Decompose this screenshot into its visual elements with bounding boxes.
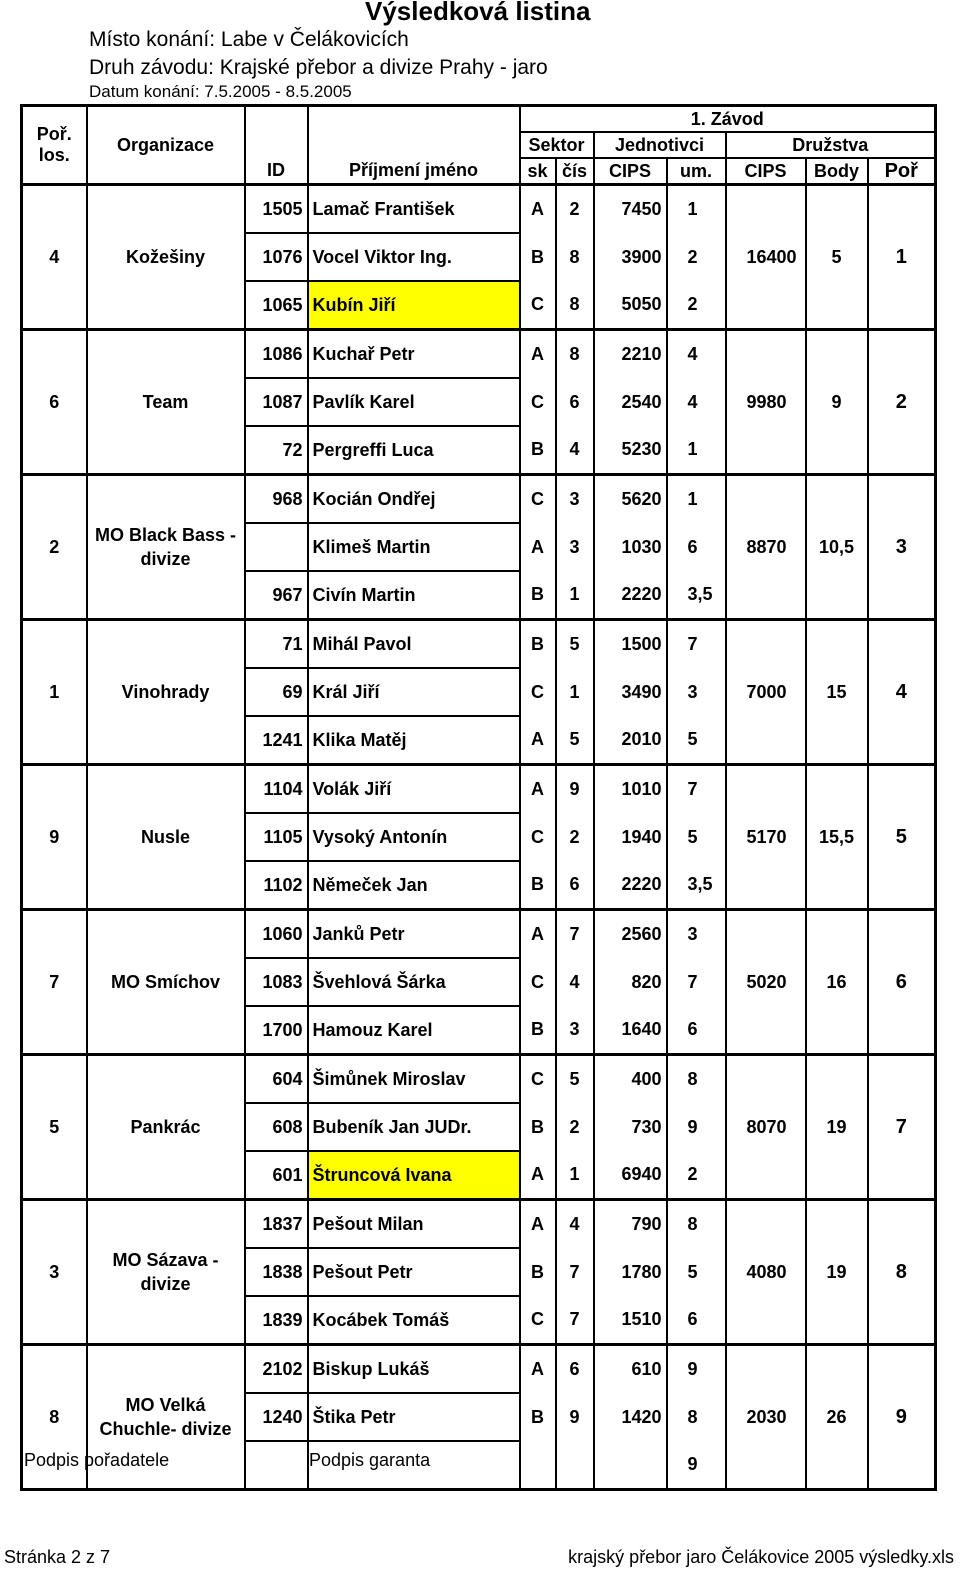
member-cis: 2 bbox=[556, 813, 594, 861]
member-um: 8 bbox=[667, 1393, 726, 1441]
member-um: 3 bbox=[667, 910, 726, 959]
member-name: Janků Petr bbox=[308, 910, 520, 959]
member-um: 7 bbox=[667, 958, 726, 1006]
header-por-los: Poř. los. bbox=[22, 106, 87, 185]
member-id: 1839 bbox=[245, 1296, 308, 1345]
member-sk: A bbox=[520, 330, 556, 379]
member-id: 1241 bbox=[245, 716, 308, 765]
member-name: Švehlová Šárka bbox=[308, 958, 520, 1006]
member-cips: 3490 bbox=[594, 668, 667, 716]
member-sk: B bbox=[520, 1006, 556, 1055]
header-id: ID bbox=[245, 158, 308, 185]
member-cips: 2010 bbox=[594, 716, 667, 765]
team-body: 15,5 bbox=[806, 765, 868, 910]
member-sk: C bbox=[520, 668, 556, 716]
member-um: 3,5 bbox=[667, 571, 726, 620]
member-name: Kocián Ondřej bbox=[308, 475, 520, 524]
member-sk: B bbox=[520, 620, 556, 669]
member-cips: 1500 bbox=[594, 620, 667, 669]
team-organizace: Pankrác bbox=[87, 1055, 245, 1200]
team-por: 4 bbox=[868, 620, 936, 765]
team-por: 1 bbox=[868, 185, 936, 330]
team-body: 19 bbox=[806, 1055, 868, 1200]
team-organizace: MO Smíchov bbox=[87, 910, 245, 1055]
member-cips: 5230 bbox=[594, 426, 667, 475]
member-sk: C bbox=[520, 281, 556, 330]
member-name: Lamač František bbox=[308, 185, 520, 234]
header-sektor: Sektor bbox=[520, 132, 594, 158]
member-um: 9 bbox=[667, 1441, 726, 1490]
member-id: 72 bbox=[245, 426, 308, 475]
team-por: 2 bbox=[868, 330, 936, 475]
member-sk: B bbox=[520, 1103, 556, 1151]
member-cips: 1940 bbox=[594, 813, 667, 861]
team-cips: 5020 bbox=[726, 910, 806, 1055]
member-name: Hamouz Karel bbox=[308, 1006, 520, 1055]
organizer-signature: Podpis pořadatele bbox=[24, 1450, 170, 1470]
member-cips: 2220 bbox=[594, 861, 667, 910]
team-los: 9 bbox=[22, 765, 87, 910]
member-cips: 5050 bbox=[594, 281, 667, 330]
team-por: 3 bbox=[868, 475, 936, 620]
header-id-top bbox=[245, 106, 308, 159]
member-name: Klika Matěj bbox=[308, 716, 520, 765]
table-row bbox=[22, 185, 936, 234]
team-cips: 9980 bbox=[726, 330, 806, 475]
member-cips: 1420 bbox=[594, 1393, 667, 1441]
table-row bbox=[22, 1055, 936, 1104]
member-cis: 3 bbox=[556, 475, 594, 524]
team-body: 15 bbox=[806, 620, 868, 765]
member-um: 4 bbox=[667, 330, 726, 379]
member-cips: 6940 bbox=[594, 1151, 667, 1200]
member-name: Němeček Jan bbox=[308, 861, 520, 910]
team-por: 7 bbox=[868, 1055, 936, 1200]
member-cis: 6 bbox=[556, 1345, 594, 1394]
header-jednotlivci: Jednotivci bbox=[594, 132, 726, 158]
member-cis: 1 bbox=[556, 1151, 594, 1200]
member-name: Kocábek Tomáš bbox=[308, 1296, 520, 1345]
member-um: 2 bbox=[667, 233, 726, 281]
member-um: 6 bbox=[667, 523, 726, 571]
member-id: 1104 bbox=[245, 765, 308, 814]
team-los: 8 bbox=[22, 1345, 87, 1490]
member-id: 1240 bbox=[245, 1393, 308, 1441]
member-um: 7 bbox=[667, 765, 726, 814]
member-um: 3,5 bbox=[667, 861, 726, 910]
member-cips: 7450 bbox=[594, 185, 667, 234]
file-name: krajský přebor jaro Čelákovice 2005 výsledky.xls bbox=[568, 1547, 954, 1567]
member-cis: 8 bbox=[556, 330, 594, 379]
member-cips: 790 bbox=[594, 1200, 667, 1249]
member-cips: 730 bbox=[594, 1103, 667, 1151]
member-id: 1087 bbox=[245, 378, 308, 426]
member-cis: 6 bbox=[556, 861, 594, 910]
header-por: Poř bbox=[868, 158, 936, 185]
member-um: 4 bbox=[667, 378, 726, 426]
member-sk: C bbox=[520, 378, 556, 426]
team-organizace: Team bbox=[87, 330, 245, 475]
member-um: 1 bbox=[667, 475, 726, 524]
member-name: Pavlík Karel bbox=[308, 378, 520, 426]
member-cis bbox=[556, 1441, 594, 1490]
member-cips: 1510 bbox=[594, 1296, 667, 1345]
member-um: 7 bbox=[667, 620, 726, 669]
team-los: 7 bbox=[22, 910, 87, 1055]
member-cis: 9 bbox=[556, 1393, 594, 1441]
team-cips: 4080 bbox=[726, 1200, 806, 1345]
member-sk: A bbox=[520, 185, 556, 234]
member-sk: C bbox=[520, 1296, 556, 1345]
member-name: Civín Martin bbox=[308, 571, 520, 620]
team-organizace: Vinohrady bbox=[87, 620, 245, 765]
member-sk: C bbox=[520, 475, 556, 524]
table-row bbox=[22, 330, 936, 379]
member-cips: 610 bbox=[594, 1345, 667, 1394]
member-id: 604 bbox=[245, 1055, 308, 1104]
header-team-cips: CIPS bbox=[726, 158, 806, 185]
member-sk: C bbox=[520, 958, 556, 1006]
member-sk: B bbox=[520, 1393, 556, 1441]
member-um: 2 bbox=[667, 1151, 726, 1200]
member-id: 1083 bbox=[245, 958, 308, 1006]
member-um: 6 bbox=[667, 1006, 726, 1055]
member-id: 601 bbox=[245, 1151, 308, 1200]
header-name-top bbox=[308, 106, 520, 159]
member-cis: 5 bbox=[556, 716, 594, 765]
member-id: 1076 bbox=[245, 233, 308, 281]
member-cis: 2 bbox=[556, 1103, 594, 1151]
member-id bbox=[245, 1441, 308, 1490]
member-sk: A bbox=[520, 765, 556, 814]
page-number: Stránka 2 z 7 bbox=[4, 1547, 111, 1567]
member-sk: B bbox=[520, 1248, 556, 1296]
member-sk: B bbox=[520, 426, 556, 475]
table-row bbox=[22, 1200, 936, 1249]
team-body: 5 bbox=[806, 185, 868, 330]
guarantor-signature: Podpis garanta bbox=[309, 1450, 431, 1470]
team-cips: 2030 bbox=[726, 1345, 806, 1490]
member-id bbox=[245, 523, 308, 571]
page-title: Výsledková listina bbox=[365, 0, 591, 26]
member-sk: B bbox=[520, 233, 556, 281]
header-sk: sk bbox=[520, 158, 556, 185]
member-cis: 7 bbox=[556, 1296, 594, 1345]
member-cis: 4 bbox=[556, 426, 594, 475]
member-cis: 3 bbox=[556, 1006, 594, 1055]
member-sk: A bbox=[520, 1151, 556, 1200]
member-cips: 820 bbox=[594, 958, 667, 1006]
table-row bbox=[22, 765, 936, 814]
team-los: 3 bbox=[22, 1200, 87, 1345]
member-cips: 2560 bbox=[594, 910, 667, 959]
member-um: 1 bbox=[667, 426, 726, 475]
team-los: 6 bbox=[22, 330, 87, 475]
member-name: Klimeš Martin bbox=[308, 523, 520, 571]
member-name: Bubeník Jan JUDr. bbox=[308, 1103, 520, 1151]
member-cips: 1010 bbox=[594, 765, 667, 814]
member-cips: 1780 bbox=[594, 1248, 667, 1296]
header-um: um. bbox=[667, 158, 726, 185]
member-name: Biskup Lukáš bbox=[308, 1345, 520, 1394]
member-cis: 9 bbox=[556, 765, 594, 814]
member-cips: 400 bbox=[594, 1055, 667, 1104]
member-name: Král Jiří bbox=[308, 668, 520, 716]
member-id: 1086 bbox=[245, 330, 308, 379]
member-id: 968 bbox=[245, 475, 308, 524]
member-name: Štruncová Ivana bbox=[308, 1151, 520, 1200]
member-cis: 4 bbox=[556, 1200, 594, 1249]
team-body: 9 bbox=[806, 330, 868, 475]
member-cis: 8 bbox=[556, 281, 594, 330]
member-cips: 2220 bbox=[594, 571, 667, 620]
member-um: 8 bbox=[667, 1055, 726, 1104]
team-los: 1 bbox=[22, 620, 87, 765]
team-por: 6 bbox=[868, 910, 936, 1055]
member-cis: 8 bbox=[556, 233, 594, 281]
member-name: Vysoký Antonín bbox=[308, 813, 520, 861]
member-um: 9 bbox=[667, 1103, 726, 1151]
member-sk: B bbox=[520, 571, 556, 620]
venue-line: Místo konání: Labe v Čelákovicích bbox=[89, 28, 409, 51]
member-um: 6 bbox=[667, 1296, 726, 1345]
member-name: Pešout Petr bbox=[308, 1248, 520, 1296]
team-cips: 8070 bbox=[726, 1055, 806, 1200]
member-sk: C bbox=[520, 813, 556, 861]
member-sk bbox=[520, 1441, 556, 1490]
member-id: 1102 bbox=[245, 861, 308, 910]
team-organizace: Kožešiny bbox=[87, 185, 245, 330]
table-row bbox=[22, 1345, 936, 1394]
member-name: Štika Petr bbox=[308, 1393, 520, 1441]
member-cips: 1640 bbox=[594, 1006, 667, 1055]
member-name: Kubín Jiří bbox=[308, 281, 520, 330]
member-sk: A bbox=[520, 1345, 556, 1394]
member-cips: 3900 bbox=[594, 233, 667, 281]
team-body: 10,5 bbox=[806, 475, 868, 620]
member-um: 5 bbox=[667, 716, 726, 765]
member-cis: 2 bbox=[556, 185, 594, 234]
header-body: Body bbox=[806, 158, 868, 185]
team-por: 8 bbox=[868, 1200, 936, 1345]
member-um: 3 bbox=[667, 668, 726, 716]
team-los: 5 bbox=[22, 1055, 87, 1200]
team-por: 5 bbox=[868, 765, 936, 910]
header-cis: čís bbox=[556, 158, 594, 185]
member-name: Volák Jiří bbox=[308, 765, 520, 814]
member-sk: A bbox=[520, 523, 556, 571]
member-id: 1105 bbox=[245, 813, 308, 861]
member-cis: 6 bbox=[556, 378, 594, 426]
member-cips: 5620 bbox=[594, 475, 667, 524]
member-id: 1700 bbox=[245, 1006, 308, 1055]
member-cis: 1 bbox=[556, 571, 594, 620]
member-sk: C bbox=[520, 1055, 556, 1104]
team-organizace: Nusle bbox=[87, 765, 245, 910]
member-name: Vocel Viktor Ing. bbox=[308, 233, 520, 281]
race-type-line: Druh závodu: Krajské přebor a divize Prahy - jaro bbox=[89, 56, 548, 79]
member-name: Šimůnek Miroslav bbox=[308, 1055, 520, 1104]
member-name: Mihál Pavol bbox=[308, 620, 520, 669]
member-sk: A bbox=[520, 716, 556, 765]
table-row bbox=[22, 620, 936, 669]
member-id: 1060 bbox=[245, 910, 308, 959]
team-los: 4 bbox=[22, 185, 87, 330]
member-sk: B bbox=[520, 861, 556, 910]
member-id: 1838 bbox=[245, 1248, 308, 1296]
member-cis: 7 bbox=[556, 1248, 594, 1296]
team-los: 2 bbox=[22, 475, 87, 620]
member-cis: 7 bbox=[556, 910, 594, 959]
member-id: 1837 bbox=[245, 1200, 308, 1249]
header-druzstva: Družstva bbox=[726, 132, 936, 158]
member-sk: A bbox=[520, 910, 556, 959]
member-id: 69 bbox=[245, 668, 308, 716]
member-cis: 5 bbox=[556, 620, 594, 669]
member-id: 71 bbox=[245, 620, 308, 669]
member-um: 9 bbox=[667, 1345, 726, 1394]
team-por: 9 bbox=[868, 1345, 936, 1490]
member-id: 1065 bbox=[245, 281, 308, 330]
member-cips: 1030 bbox=[594, 523, 667, 571]
member-cips: 2540 bbox=[594, 378, 667, 426]
member-name: Pešout Milan bbox=[308, 1200, 520, 1249]
member-sk: A bbox=[520, 1200, 556, 1249]
member-id: 967 bbox=[245, 571, 308, 620]
team-organizace: MO Sázava - divize bbox=[87, 1200, 245, 1345]
member-id: 2102 bbox=[245, 1345, 308, 1394]
team-cips: 8870 bbox=[726, 475, 806, 620]
member-um: 8 bbox=[667, 1200, 726, 1249]
member-cis: 5 bbox=[556, 1055, 594, 1104]
member-cips: 2210 bbox=[594, 330, 667, 379]
member-id: 608 bbox=[245, 1103, 308, 1151]
header-cips: CIPS bbox=[594, 158, 667, 185]
table-row bbox=[22, 910, 936, 959]
header-prijmeni: Příjmení jméno bbox=[308, 158, 520, 185]
member-cis: 1 bbox=[556, 668, 594, 716]
member-um: 2 bbox=[667, 281, 726, 330]
results-table bbox=[20, 104, 937, 1491]
team-body: 26 bbox=[806, 1345, 868, 1490]
team-organizace: MO Velká Chuchle- divize bbox=[87, 1345, 245, 1490]
header-zavod: 1. Závod bbox=[520, 106, 936, 133]
team-organizace: MO Black Bass - divize bbox=[87, 475, 245, 620]
team-cips: 16400 bbox=[726, 185, 806, 330]
member-name: Pergreffi Luca bbox=[308, 426, 520, 475]
member-name: Kuchař Petr bbox=[308, 330, 520, 379]
date-line: Datum konání: 7.5.2005 - 8.5.2005 bbox=[89, 82, 352, 101]
table-row bbox=[22, 475, 936, 524]
member-id: 1505 bbox=[245, 185, 308, 234]
member-cis: 3 bbox=[556, 523, 594, 571]
member-um: 5 bbox=[667, 813, 726, 861]
member-um: 5 bbox=[667, 1248, 726, 1296]
team-body: 16 bbox=[806, 910, 868, 1055]
team-body: 19 bbox=[806, 1200, 868, 1345]
header-organizace: Organizace bbox=[87, 106, 245, 185]
team-cips: 7000 bbox=[726, 620, 806, 765]
team-cips: 5170 bbox=[726, 765, 806, 910]
member-um: 1 bbox=[667, 185, 726, 234]
member-cis: 4 bbox=[556, 958, 594, 1006]
member-cips bbox=[594, 1441, 667, 1490]
